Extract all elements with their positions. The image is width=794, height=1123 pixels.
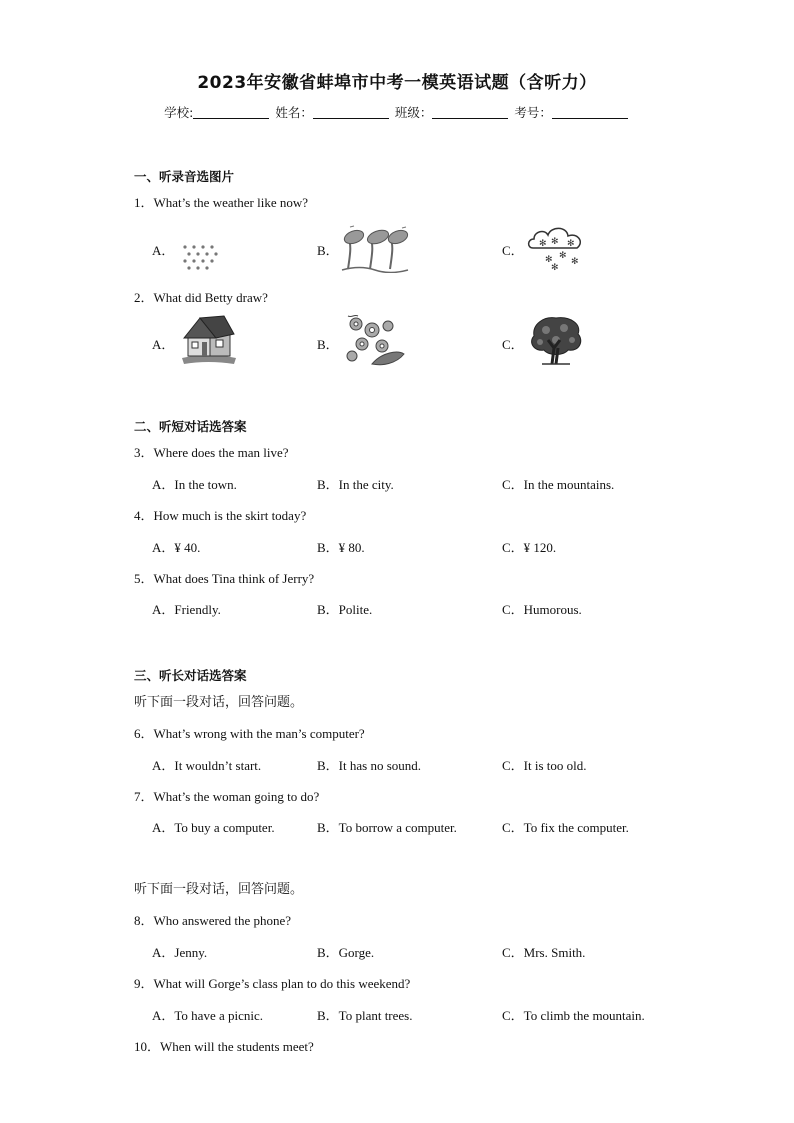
svg-text:✻: ✻ [567, 239, 575, 249]
question-8: 8．Who answered the phone? [134, 913, 292, 928]
name-label: 姓名： [275, 105, 313, 120]
q4-option-a[interactable]: A．¥ 40. [152, 540, 201, 555]
school-blank[interactable] [193, 105, 269, 119]
q6-option-a[interactable]: A．It wouldn’t start. [152, 758, 262, 773]
q8-option-c[interactable]: C．Mrs. Smith. [502, 945, 586, 960]
q6-option-b[interactable]: B．It has no sound. [317, 758, 422, 773]
student-info-row [0, 103, 794, 121]
class-blank[interactable] [432, 105, 508, 119]
q4-option-b[interactable]: B．¥ 80. [317, 540, 365, 555]
flowers-icon [342, 312, 408, 368]
q8-option-a[interactable]: A．Jenny. [152, 945, 208, 960]
q3-option-c[interactable]: C．In the mountains. [502, 477, 615, 492]
snow-cloud-icon [525, 222, 589, 272]
q4-option-c[interactable]: C．¥ 120. [502, 540, 557, 555]
section-heading-2: 二、听短对话选答案 [134, 419, 247, 434]
dialog-intro-1: 听下面一段对话，回答问题。 [134, 695, 304, 710]
svg-text:✻: ✻ [571, 257, 579, 267]
q9-option-c[interactable]: C．To climb the mountain. [502, 1008, 645, 1023]
q3-option-b[interactable]: B．In the city. [317, 477, 394, 492]
q1-option-a[interactable]: A． [152, 243, 175, 258]
q7-option-b[interactable]: B．To borrow a computer. [317, 820, 457, 835]
rain-icon [180, 243, 220, 273]
section-heading-1: 一、听录音选图片 [134, 169, 235, 184]
number-label: 考号： [514, 105, 552, 120]
q3-option-a[interactable]: A．In the town. [152, 477, 237, 492]
windy-trees-icon [340, 225, 410, 273]
question-10: 10．When will the students meet? [134, 1039, 314, 1054]
q2-option-b[interactable]: B． [317, 337, 339, 352]
q5-option-b[interactable]: B．Polite. [317, 602, 373, 617]
question-6: 6．What’s wrong with the man’s computer? [134, 726, 365, 741]
q5-option-c[interactable]: C．Humorous. [502, 602, 582, 617]
svg-text:✻: ✻ [551, 237, 559, 247]
svg-text:✻: ✻ [559, 251, 567, 261]
svg-text:✻: ✻ [551, 263, 559, 272]
page-title: 2023年安徽省蚌埠市中考一模英语试题（含听力） [197, 73, 597, 93]
question-3: 3．Where does the man live? [134, 445, 289, 460]
question-9: 9．What will Gorge’s class plan to do this weekend? [134, 976, 411, 991]
dialog-intro-2: 听下面一段对话，回答问题。 [134, 882, 304, 897]
q7-option-a[interactable]: A．To buy a computer. [152, 820, 275, 835]
question-5: 5．What does Tina think of Jerry? [134, 571, 315, 586]
class-label: 班级： [394, 105, 433, 120]
q6-option-c[interactable]: C．It is too old. [502, 758, 587, 773]
q9-option-a[interactable]: A．To have a picnic. [152, 1008, 263, 1023]
house-icon [178, 312, 240, 366]
name-blank[interactable] [313, 105, 389, 119]
school-label: 学校: [164, 105, 194, 120]
q7-option-c[interactable]: C．To fix the computer. [502, 820, 629, 835]
q8-option-b[interactable]: B．Gorge. [317, 945, 375, 960]
question-1: 1．What’s the weather like now? [134, 195, 308, 210]
q1-option-b[interactable]: B． [317, 243, 339, 258]
svg-text:✻: ✻ [539, 239, 547, 249]
number-blank[interactable] [552, 105, 628, 119]
q2-option-c[interactable]: C． [502, 337, 524, 352]
question-4: 4．How much is the skirt today? [134, 508, 307, 523]
q1-option-c[interactable]: C． [502, 243, 524, 258]
tree-icon [526, 312, 586, 366]
section-heading-3: 三、听长对话选答案 [134, 668, 247, 683]
svg-text:✻: ✻ [545, 255, 553, 265]
question-7: 7．What’s the woman going to do? [134, 789, 320, 804]
q9-option-b[interactable]: B．To plant trees. [317, 1008, 413, 1023]
question-2: 2．What did Betty draw? [134, 290, 268, 305]
q2-option-a[interactable]: A． [152, 337, 175, 352]
q5-option-a[interactable]: A．Friendly. [152, 602, 221, 617]
